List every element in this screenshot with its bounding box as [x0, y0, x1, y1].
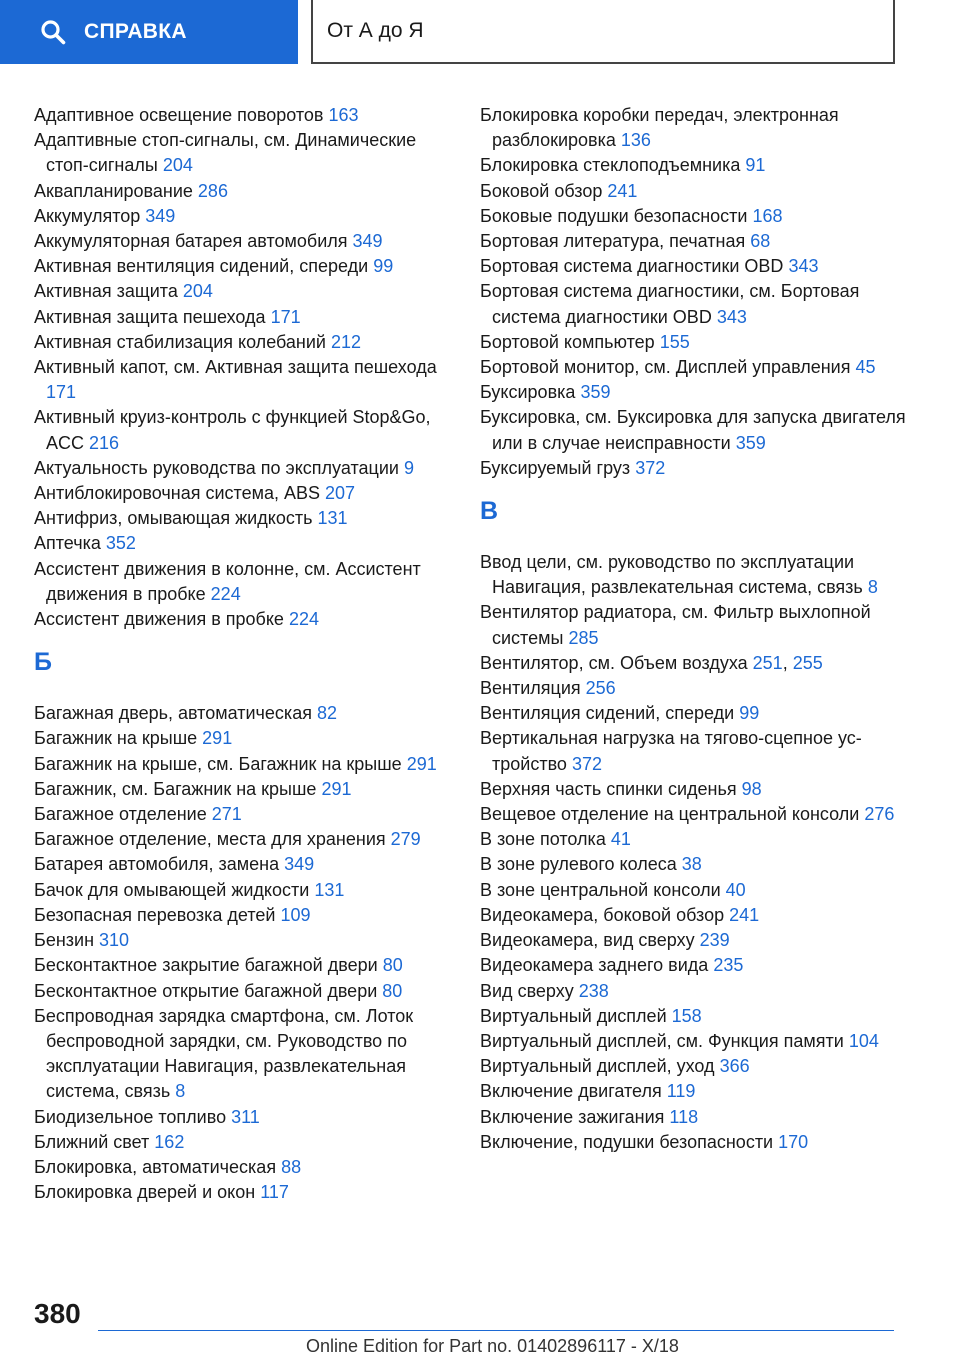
index-entry-text: Антифриз, омывающая жидкость	[34, 508, 313, 529]
index-entry	[480, 903, 910, 928]
index-entry	[34, 607, 454, 632]
index-entry-text: Видеокамера, боковой обзор	[480, 904, 725, 925]
index-entry-text: Ближний свет	[34, 1131, 150, 1152]
index-entry	[34, 701, 454, 726]
index-entry	[34, 305, 454, 330]
index-entry-text: Включение, подушки безопасности	[480, 1131, 774, 1152]
index-entry-text: Вентилятор, см. Объем воздуха	[480, 652, 748, 673]
index-entry-text: Аптечка	[34, 533, 101, 554]
index-entry-text: Активная вентиляция сидений, спереди	[34, 256, 369, 277]
index-entry-text: Боковые подушки безопасности	[480, 205, 748, 226]
index-entry	[34, 928, 454, 953]
index-entry	[34, 557, 454, 607]
index-entry	[480, 179, 910, 204]
index-entry-text: Бесконтактное открытие багажной двери	[34, 980, 378, 1001]
index-entry-text: Вентиляция	[480, 678, 581, 699]
page-link[interactable]: 343	[716, 306, 747, 327]
index-entry-text: Бортовой монитор, см. Дисплей управления	[480, 357, 851, 378]
page-link[interactable]: 131	[314, 879, 345, 900]
page-link[interactable]: 224	[210, 583, 241, 604]
index-entry-text: Ввод цели, см. руководство по эксплуатации Навигация, развлекательная система, связь	[480, 552, 863, 598]
index-entry	[480, 852, 910, 877]
page-link[interactable]: 119	[666, 1081, 696, 1102]
index-entry	[480, 1029, 910, 1054]
index-entry	[480, 229, 910, 254]
page-link[interactable]: 82	[316, 703, 337, 724]
index-entry-text: Включение зажигания	[480, 1106, 665, 1127]
page-link[interactable]: 359	[580, 382, 611, 403]
index-entry-text: Буксируемый груз	[480, 457, 631, 478]
index-entry-text: Багажник на крыше	[34, 728, 198, 749]
help-tab[interactable]	[0, 0, 298, 64]
index-letter-heading: Б	[34, 648, 52, 677]
page-link[interactable]: 131	[317, 508, 348, 529]
page-link[interactable]: 155	[659, 331, 690, 352]
index-entry-text: Блокировка дверей и окон	[34, 1182, 256, 1203]
index-entry-text: Антиблокировочная система, ABS	[34, 483, 320, 504]
index-entry	[480, 726, 910, 776]
index-entry-text: Багажник на крыше, см. Багажник на крыше	[34, 753, 402, 774]
page-link[interactable]: 291	[406, 753, 437, 774]
page-link[interactable]: 40	[725, 879, 746, 900]
index-entry	[34, 752, 454, 777]
index-entry-text: Вертикальная нагрузка на тягово-сцепное устройство	[480, 728, 862, 774]
index-entry	[34, 279, 454, 304]
index-entry-text: Багажная дверь, автоматическая	[34, 703, 312, 724]
index-entry-text: Адаптивное освещение поворотов	[34, 105, 324, 125]
index-entry-text: Бачок для омывающей жидкости	[34, 879, 310, 900]
index-entry	[480, 355, 910, 380]
help-tab-label: СПРАВКА	[84, 20, 187, 43]
index-entry	[480, 1054, 910, 1079]
footer-divider	[98, 1330, 894, 1331]
index-entry	[480, 380, 910, 405]
footer-edition: Online Edition for Part no. 01402896117 - X/18	[306, 1336, 679, 1356]
index-entry	[34, 903, 454, 928]
index-entry	[34, 878, 454, 903]
index-entry-text: Виртуальный дисплей, уход	[480, 1056, 715, 1077]
index-entry-text: Блокировка коробки передач, электронная разблокировка	[480, 105, 839, 151]
index-entry	[34, 1180, 454, 1205]
page-link[interactable]: 235	[713, 955, 744, 976]
page-link[interactable]: 359	[735, 432, 766, 453]
index-entry	[34, 506, 454, 531]
index-entry	[34, 128, 454, 178]
index-entry-text: Батарея автомобиля, замена	[34, 854, 280, 875]
index-entry	[480, 701, 910, 726]
index-entry-text: Видеокамера, вид сверху	[480, 930, 695, 951]
page-link[interactable]: 311	[231, 1106, 260, 1127]
page-link[interactable]: 216	[89, 432, 120, 453]
index-entry	[34, 1130, 454, 1155]
index-entry	[480, 1105, 910, 1130]
index-entry	[34, 953, 454, 978]
page-link[interactable]: 88	[281, 1156, 302, 1177]
index-entry	[480, 979, 910, 1004]
page-link[interactable]: 99	[373, 256, 394, 277]
index-entry	[34, 1105, 454, 1130]
index-entry-text: Вещевое отделение на центральной консоли	[480, 804, 860, 825]
page-link[interactable]: 118	[669, 1106, 699, 1127]
index-entry	[480, 279, 910, 329]
index-entry	[480, 953, 910, 978]
index-entry-text: В зоне центральной консоли	[480, 879, 721, 900]
page-link[interactable]: 271	[211, 804, 242, 825]
index-entry	[34, 456, 454, 481]
page-link[interactable]: 98	[741, 778, 762, 799]
index-entry-text: Аквапланирование	[34, 180, 193, 201]
page-link[interactable]: 38	[681, 854, 702, 875]
index-entry	[480, 456, 910, 481]
page-link[interactable]: 251	[752, 652, 783, 673]
index-entry	[480, 103, 910, 153]
index-entry-text: Бортовой компьютер	[480, 331, 655, 352]
index-entry	[34, 179, 454, 204]
index-entry	[480, 330, 910, 355]
index-entry	[480, 405, 910, 455]
index-entry-text: Активный круиз-контроль с функцией Stop&Go, ACC	[34, 407, 431, 453]
page-link[interactable]: 366	[719, 1056, 750, 1077]
index-column-left	[34, 103, 454, 1205]
index-entry-text: Блокировка стеклоподъемника	[480, 155, 741, 176]
index-entry	[34, 802, 454, 827]
page-link[interactable]: 349	[284, 854, 315, 875]
index-entry-text: Беспроводная зарядка смартфона, см. Лоток беспроводной зарядки, см. Руководство по эксплуатации Навигация, развлекательная система, связь	[34, 1005, 414, 1102]
page-link[interactable]: 349	[352, 231, 383, 252]
page-link[interactable]: 8	[867, 577, 878, 598]
page-link[interactable]: 241	[607, 180, 638, 201]
section-tab-label: От А до Я	[327, 19, 424, 42]
index-entry-text: В зоне рулевого колеса	[480, 854, 677, 875]
index-entry-text: Буксировка	[480, 382, 576, 403]
index-entry	[480, 827, 910, 852]
index-entry-text: Ассистент движения в колонне, см. Ассистент движения в пробке	[34, 558, 421, 604]
index-entry	[480, 1130, 910, 1155]
page-link[interactable]: 372	[571, 753, 602, 774]
index-entry	[480, 676, 910, 701]
page-link[interactable]: 68	[750, 231, 771, 252]
index-entry	[34, 852, 454, 877]
page-link[interactable]: 136	[620, 130, 651, 151]
index-entry	[34, 330, 454, 355]
page-link[interactable]: 241	[729, 904, 760, 925]
page-link[interactable]: 163	[328, 105, 359, 125]
page-link[interactable]: 9	[403, 457, 414, 478]
index-entry	[34, 979, 454, 1004]
index-entry-text: Блокировка, автоматическая	[34, 1156, 277, 1177]
index-entry-text: Бензин	[34, 930, 95, 951]
index-entry-text: Активная стабилизация колебаний	[34, 331, 326, 352]
page-link[interactable]: 80	[382, 955, 403, 976]
index-entry-text: Буксировка, см. Буксировка для запуска двигателя или в случае неисправности	[480, 407, 906, 453]
index-entry-text: Багажное отделение	[34, 804, 207, 825]
index-entry	[34, 531, 454, 556]
page-link[interactable]: 80	[382, 980, 403, 1001]
index-entry	[34, 1004, 454, 1105]
section-tab-a-z[interactable]	[311, 0, 895, 64]
index-entry-text: Виртуальный дисплей, см. Функция памяти	[480, 1030, 844, 1051]
index-entry-text: Видеокамера заднего вида	[480, 955, 709, 976]
page-link[interactable]: 276	[864, 804, 895, 825]
page-link[interactable]: 239	[699, 930, 730, 951]
index-entry	[480, 777, 910, 802]
index-entry-text: Аккумулятор	[34, 205, 141, 226]
page-link[interactable]: 279	[390, 829, 421, 850]
page-link[interactable]: 291	[202, 728, 233, 749]
index-entry: Вентилятор, см. Объем воздуха 251, 255	[480, 652, 823, 673]
page-link[interactable]: 204	[182, 281, 213, 302]
page-link[interactable]: 256	[585, 678, 616, 699]
index-entry	[480, 204, 910, 229]
index-entry-text: Бортовая литература, печатная	[480, 231, 746, 252]
index-entry-text: Ассистент движения в пробке	[34, 609, 284, 630]
page-link[interactable]: 45	[855, 357, 876, 378]
index-entry	[480, 1004, 910, 1029]
page-link[interactable]: 170	[778, 1131, 809, 1152]
index-entry	[34, 726, 454, 751]
page-link[interactable]: 104	[848, 1030, 879, 1051]
index-entry	[480, 802, 910, 827]
index-entry	[480, 928, 910, 953]
page-number: 380	[34, 1298, 81, 1329]
index-entry-text: Биодизельное топливо	[34, 1106, 227, 1127]
page-link[interactable]: 352	[105, 533, 136, 554]
index-entry-text: Активная защита	[34, 281, 178, 302]
page-link[interactable]: 8	[175, 1081, 186, 1102]
index-entry-text: Верхняя часть спинки сиденья	[480, 778, 737, 799]
index-entry-text: Вид сверху	[480, 980, 574, 1001]
index-entry	[480, 600, 910, 650]
index-entry	[480, 254, 910, 279]
index-letter-heading: В	[480, 497, 499, 526]
index-entry	[34, 103, 454, 128]
page-link[interactable]: 286	[197, 180, 228, 201]
index-entry-text: Бесконтактное закрытие багажной двери	[34, 955, 378, 976]
index-entry-text: Включение двигателя	[480, 1081, 662, 1102]
index-entry	[34, 204, 454, 229]
page-link[interactable]: 291	[321, 778, 352, 799]
index-entry	[34, 254, 454, 279]
index-entry	[34, 405, 454, 455]
index-entry-text: Боковой обзор	[480, 180, 603, 201]
page-link[interactable]: 168	[752, 205, 783, 226]
index-entry-text: Актуальность руководства по эксплуатации	[34, 457, 399, 478]
page-link[interactable]: 212	[330, 331, 362, 352]
page-link[interactable]: 171	[46, 382, 77, 403]
page-link[interactable]: 349	[145, 205, 176, 226]
index-entry	[34, 229, 454, 254]
page-link[interactable]: 255	[792, 652, 823, 673]
page-link[interactable]: 204	[162, 155, 193, 176]
page-link[interactable]: 310	[99, 930, 130, 951]
index-entry-text: Безопасная перевозка детей	[34, 904, 276, 925]
index-entry	[480, 878, 910, 903]
index-entry-text: Виртуальный дисплей	[480, 1005, 667, 1026]
search-icon	[40, 19, 66, 45]
page-link[interactable]: 224	[288, 609, 320, 630]
page-link[interactable]: 285	[568, 627, 599, 648]
page-link[interactable]: 41	[610, 829, 631, 850]
index-entry	[480, 1079, 910, 1104]
index-entry	[34, 355, 454, 405]
index-entry-text: Бортовая система диагностики, см. Бортовая система диагностики OBD	[480, 281, 860, 327]
index-entry-text: Вентилятор радиатора, см. Фильтр выхлопной системы	[480, 602, 871, 648]
index-entry-text: Бортовая система диагностики OBD	[480, 256, 784, 277]
index-entry-text: Адаптивные стоп-сигналы, см. Динамические стоп-сигналы	[34, 130, 417, 176]
page-link[interactable]: 158	[671, 1005, 702, 1026]
index-entry-text: В зоне потолка	[480, 829, 606, 850]
index-entry	[480, 153, 910, 178]
page-link[interactable]: 91	[745, 155, 766, 176]
page-link[interactable]: 343	[788, 256, 819, 277]
index-entry-text: Вентиляция сидений, спереди	[480, 703, 735, 724]
page-link[interactable]: 372	[635, 457, 666, 478]
index-entry-text: Активная защита пешехода	[34, 306, 266, 327]
page-link[interactable]: 207	[325, 483, 356, 504]
index-entry-text: Активный капот, см. Активная защита пешехода	[34, 357, 437, 378]
page-link[interactable]: 117	[260, 1182, 289, 1203]
index-entry	[480, 550, 910, 600]
index-entry	[34, 1155, 454, 1180]
index-entry	[34, 777, 454, 802]
index-entry-text: Багажник, см. Багажник на крыше	[34, 778, 317, 799]
page-link[interactable]: 238	[578, 980, 609, 1001]
index-entry-text: Багажное отделение, места для хранения	[34, 829, 386, 850]
index-entry-text: Аккумуляторная батарея автомобиля	[34, 231, 348, 252]
page-link[interactable]: 109	[280, 904, 311, 925]
page-link[interactable]: 162	[154, 1131, 185, 1152]
index-entry	[34, 481, 454, 506]
page-link[interactable]: 99	[739, 703, 760, 724]
index-entry	[34, 827, 454, 852]
page-link[interactable]: 171	[270, 306, 301, 327]
index-column-right	[480, 103, 910, 1155]
